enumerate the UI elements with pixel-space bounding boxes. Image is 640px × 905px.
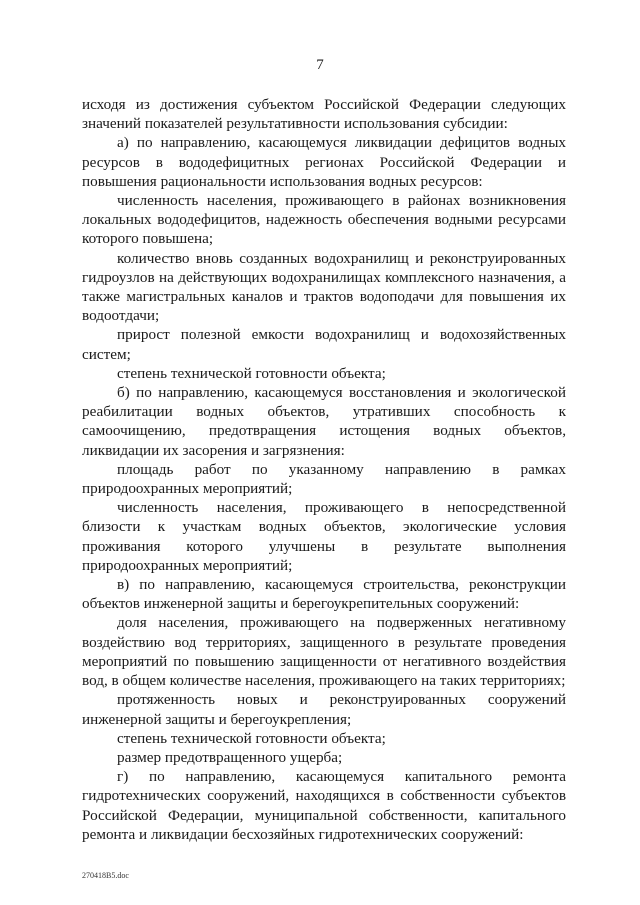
paragraph-intro: исходя из достижения субъектом Российской Федерации следующих значений показателей результативности использования субсидии:	[82, 96, 566, 133]
paragraph-item-g: г) по направлению, касающемуся капитального ремонта гидротехнических сооружений, находящихся в собственности субъектов Российской Федерации, муниципальной собственности, капитального ремонта и ликвидации бесхозяйных гидротехнических сооружений:	[82, 768, 566, 843]
paragraph-b-indicator-2: численность населения, проживающего в непосредственной близости к участкам водных объектов, экологические условия проживания которого улучшены в результате выполнения природоохранных мероприятий;	[82, 499, 566, 574]
page-number: 7	[316, 57, 324, 73]
paragraph-a-indicator-3: прирост полезной емкости водохранилищ и водохозяйственных систем;	[82, 326, 566, 363]
paragraph-item-v: в) по направлению, касающемуся строительства, реконструкции объектов инженерной защиты и берегоукрепительных сооружений:	[82, 576, 566, 613]
document-body	[82, 95, 566, 844]
paragraph-item-b: б) по направлению, касающемуся восстановления и экологической реабилитации водных объектов, утративших способность к самоочищению, предотвращения истощения водных объектов, ликвидации их засорения и загрязнения:	[82, 384, 566, 459]
paragraph-a-indicator-1: численность населения, проживающего в районах возникновения локальных вододефицитов, надежность обеспечения водными ресурсами которого повышена;	[82, 192, 566, 248]
paragraph-v-indicator-3: степень технической готовности объекта;	[117, 729, 386, 747]
paragraph-v-indicator-2: протяженность новых и реконструированных сооружений инженерной защиты и берегоукрепления;	[82, 691, 566, 728]
paragraph-item-a: а) по направлению, касающемуся ликвидации дефицитов водных ресурсов в вододефицитных регионах Российской Федерации и повышения рациональности использования водных ресурсов:	[82, 134, 566, 190]
paragraph-a-indicator-2: количество вновь созданных водохранилищ и реконструированных гидроузлов на действующих водохранилищах комплексного назначения, а также магистральных каналов и трактов водоподачи для повышения их водоотдачи;	[82, 249, 566, 325]
paragraph-v-indicator-4: размер предотвращенного ущерба;	[117, 748, 343, 766]
paragraph-b-indicator-1: площадь работ по указанному направлению в рамках природоохранных мероприятий;	[82, 460, 566, 498]
paragraph-v-indicator-1: доля населения, проживающего на подверженных негативному воздействию вод территориях, защищенного в результате проведения мероприятий по повышению защищенности от негативного воздействия вод, в общем количестве населения, проживающего на таких территориях;	[82, 614, 566, 690]
footer-filename: 270418B5.doc	[82, 871, 129, 880]
paragraph-a-indicator-4: степень технической готовности объекта;	[117, 364, 386, 382]
